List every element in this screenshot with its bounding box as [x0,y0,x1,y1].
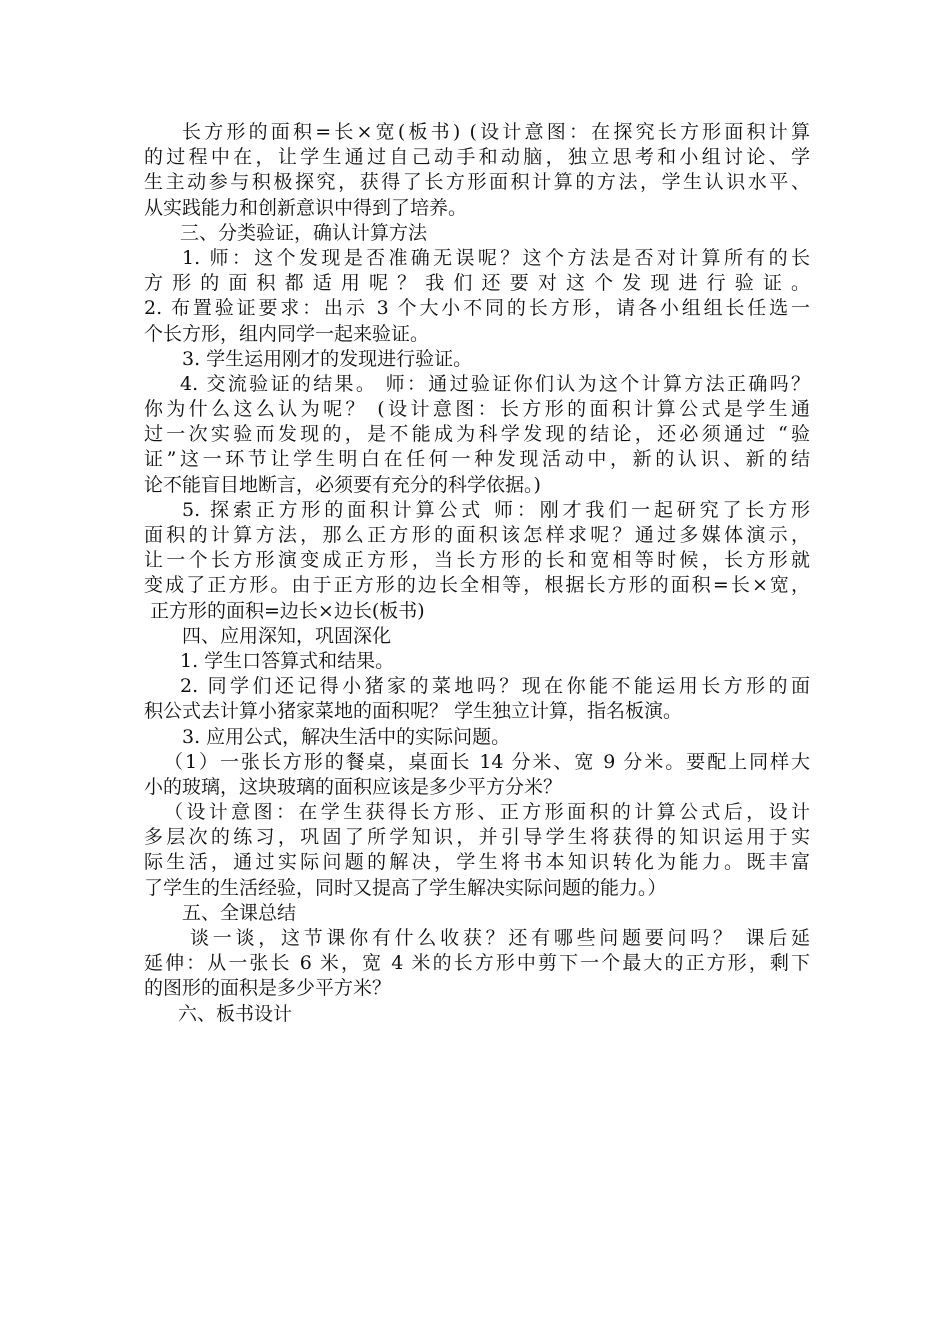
text-line: 证”这一环节让学生明白在任何一种发现活动中，新的认识、新的结 [144,448,810,471]
text-line: 积公式去计算小猪家菜地的面积呢？ 学生独立计算，指名板演。 [144,700,683,723]
text-line: 3. 学生运用刚才的发现进行验证。 [182,347,473,370]
text-line: 个长方形，组内同学一起来验证。 [144,322,430,345]
text-line: 多层次的练习，巩固了所学知识，并引导学生将获得的知识运用于实 [144,826,810,849]
text-line: 论不能盲目地断言，必须要有充分的科学依据。) [144,473,541,496]
text-line: 谈一谈，这节课你有什么收获？还有哪些问题要问吗？ 课后延 [190,927,810,949]
text-line: 长方形的面积=长×宽(板书) (设计意图：在探究长方形面积计算 [182,121,810,143]
text-line: 4. 交流验证的结果。 师：通过验证你们认为这个计算方法正确吗？ [180,372,810,395]
text-line: 六、板书设计 [178,1002,293,1025]
text-line: 三、分类验证，确认计算方法 [180,221,428,244]
text-line: 2. 同学们还记得小猪家的菜地吗？现在你能不能运用长方形的面 [180,675,810,698]
text-line: 从实践能力和创新意识中得到了培养。 [144,196,468,219]
text-line: 正方形的面积=边长×边长(板书) [150,599,425,622]
text-line: 的过程中在，让学生通过自己动手和动脑，独立思考和小组讨论、学 [144,146,810,169]
text-line: 变成了正方形。由于正方形的边长全相等，根据长方形的面积=长×宽， [144,574,810,597]
document-body [144,120,810,1027]
text-line: 延伸：从一张长 6 米，宽 4 米的长方形中剪下一个最大的正方形，剩下 [144,952,810,975]
text-line: 3. 应用公式，解决生活中的实际问题。 [182,725,511,748]
text-line: 1. 师：这个发现是否准确无误呢？这个方法是否对计算所有的长 [182,246,810,269]
text-line: 五、全课总结 [182,901,297,924]
text-line: 生主动参与积极探究，获得了长方形面积计算的方法，学生认识水平、 [144,171,810,194]
text-line: 方 形 的 面 积 都 适 用 呢 ？ 我 们 还 要 对 这 个 发 现 进 行 验 证 。 [144,272,810,295]
text-line: （1）一张长方形的餐桌，桌面长 14 分米、宽 9 分米。要配上同样大 [164,750,810,773]
text-line: 1. 学生口答算式和结果。 [180,649,395,672]
text-line: 5. 探索正方形的面积计算公式 师：刚才我们一起研究了长方形 [182,498,810,521]
text-line: 让一个长方形演变成正方形，当长方形的长和宽相等时候，长方形就 [144,549,810,572]
text-line: 小的玻璃，这块玻璃的面积应该是多少平方分米？ [144,775,563,798]
text-line: 过一次实验而发现的，是不能成为科学发现的结论，还必须通过 “验 [144,423,810,446]
text-line: 的图形的面积是多少平方米？ [144,977,392,1000]
text-line: 了学生的生活经验，同时又提高了学生解决实际问题的能力。） [144,876,667,899]
text-line: 四、应用深知，巩固深化 [182,624,392,647]
text-line: 面积的计算方法，那么正方形的面积该怎样求呢？通过多媒体演示， [144,524,810,546]
text-line: 际生活，通过实际问题的解决，学生将书本知识转化为能力。既丰富 [144,851,810,874]
text-line: （设计意图：在学生获得长方形、正方形面积的计算公式后，设计 [164,801,810,824]
text-line: 你为什么这么认为呢？ (设计意图：长方形的面积计算公式是学生通 [144,398,810,421]
text-line: 2. 布置验证要求：出示 3 个大小不同的长方形，请各小组组长任选一 [144,297,810,320]
